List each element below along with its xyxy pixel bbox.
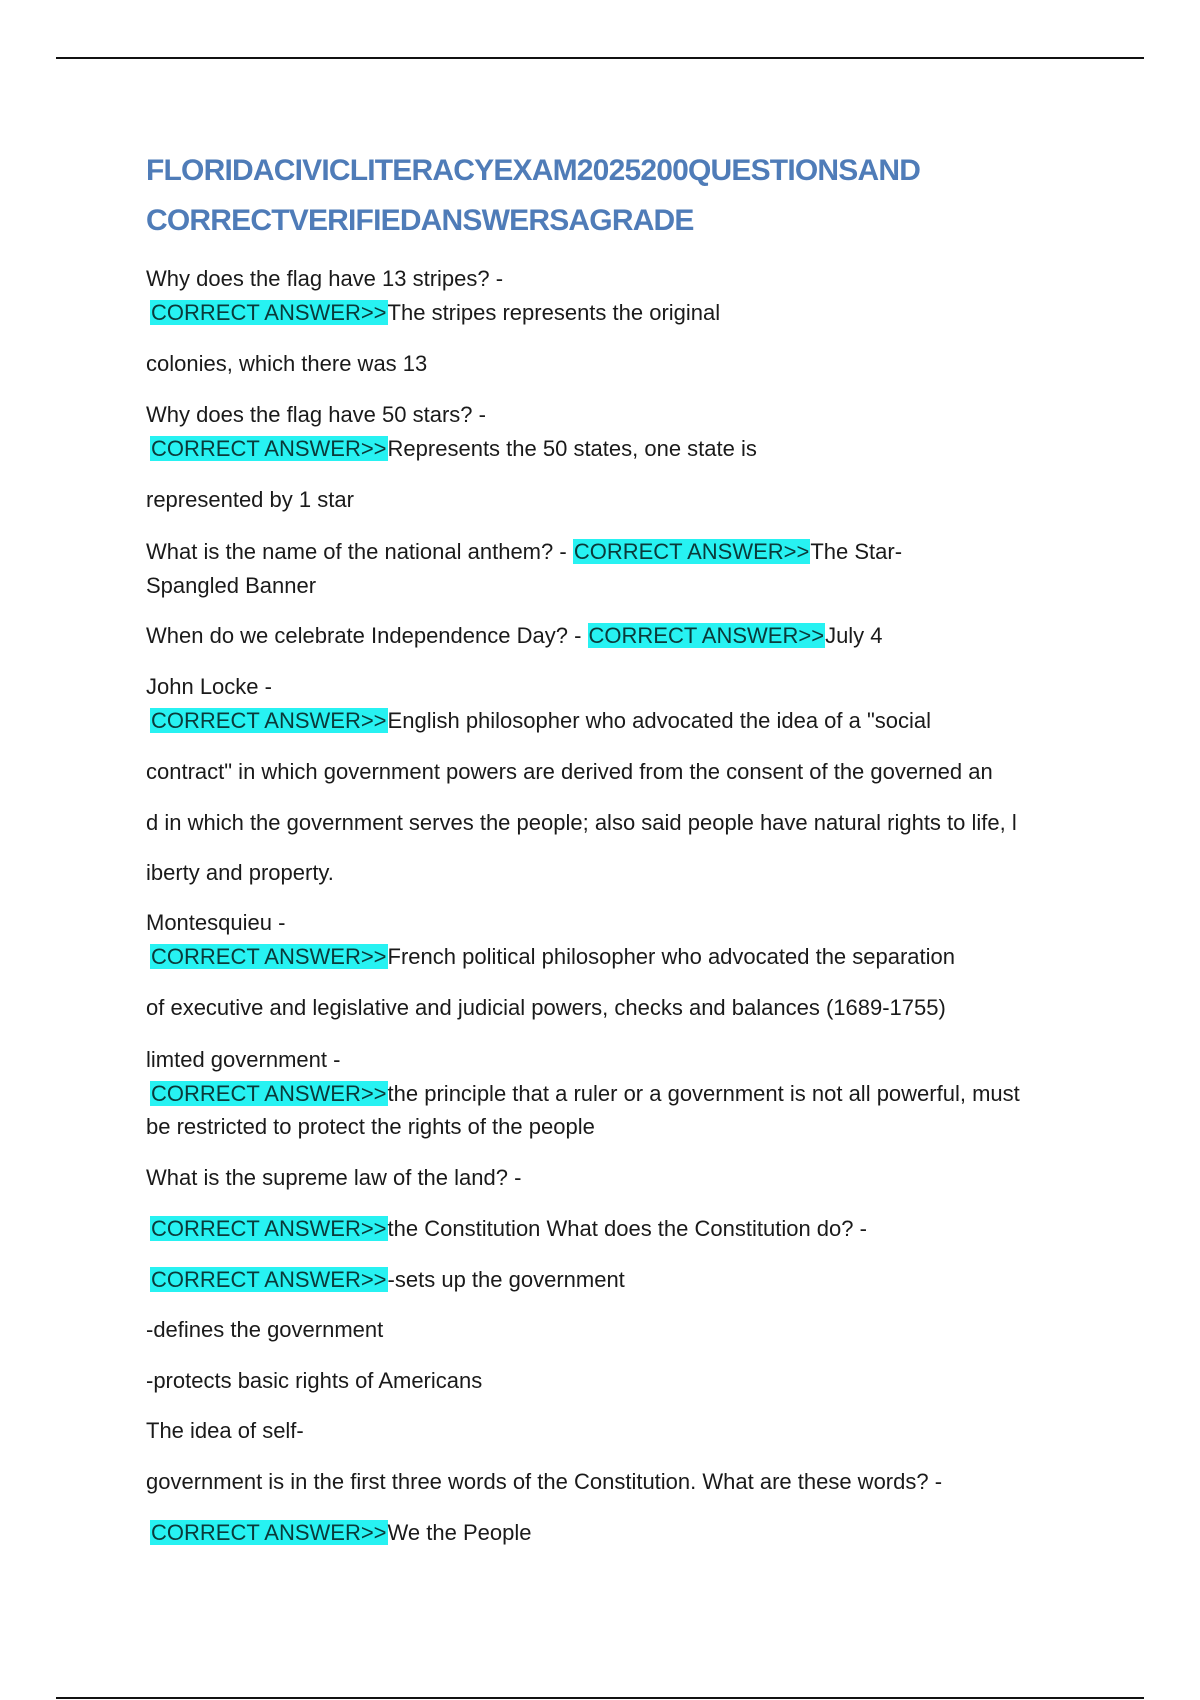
answer-limited-government: CORRECT ANSWER>>the principle that a ruler or a government is not all powerful, must	[151, 1081, 1020, 1106]
question-flag-stars: Why does the flag have 50 stars? -	[146, 402, 486, 427]
answer-continued: of executive and legislative and judicial powers, checks and balances (1689-1755)	[146, 995, 946, 1020]
correct-answer-marker: CORRECT ANSWER>>	[151, 1216, 387, 1241]
title-line-1: FLORIDACIVICLITERACYEXAM2025200QUESTIONSAND	[146, 154, 921, 187]
answer-continued: Spangled Banner	[146, 573, 317, 598]
question-continued: government is in the first three words of the Constitution. What are these words? -	[146, 1469, 943, 1494]
answer-supreme-law: CORRECT ANSWER>>the Constitution What does the Constitution do? -	[151, 1216, 867, 1241]
answer-continued: iberty and property.	[146, 860, 334, 885]
correct-answer-marker: CORRECT ANSWER>>	[151, 436, 387, 461]
answer-continued: colonies, which there was 13	[146, 351, 428, 376]
correct-answer-marker: CORRECT ANSWER>>	[151, 1267, 387, 1292]
question-montesquieu: Montesquieu -	[146, 910, 286, 935]
question-limited-government: limted government -	[146, 1047, 341, 1072]
question-john-locke: John Locke -	[146, 674, 272, 699]
title-line-2: CORRECTVERIFIEDANSWERSAGRADE	[146, 204, 694, 237]
correct-answer-marker: CORRECT ANSWER>>	[573, 539, 810, 564]
answer-continued: -protects basic rights of Americans	[146, 1368, 483, 1393]
question-independence-day: When do we celebrate Independence Day? - CORRECT ANSWER>>July 4	[146, 623, 883, 648]
correct-answer-marker: CORRECT ANSWER>>	[151, 1081, 387, 1106]
question-self-government: The idea of self-	[146, 1418, 304, 1443]
bottom-rule	[56, 1697, 1144, 1699]
answer-constitution-does: CORRECT ANSWER>>-sets up the government	[151, 1267, 625, 1292]
answer-continued: be restricted to protect the rights of the people	[146, 1114, 595, 1139]
question-national-anthem: What is the name of the national anthem? - CORRECT ANSWER>>The Star-	[146, 539, 903, 564]
question-supreme-law: What is the supreme law of the land? -	[146, 1165, 522, 1190]
answer-flag-stripes: CORRECT ANSWER>>The stripes represents the original	[151, 300, 721, 325]
answer-flag-stars: CORRECT ANSWER>>Represents the 50 states, one state is	[151, 436, 757, 461]
correct-answer-marker: CORRECT ANSWER>>	[151, 300, 387, 325]
document-title	[146, 146, 1106, 246]
question-flag-stripes: Why does the flag have 13 stripes? -	[146, 266, 504, 291]
top-rule	[56, 57, 1144, 59]
answer-montesquieu: CORRECT ANSWER>>French political philosopher who advocated the separation	[151, 944, 956, 969]
answer-john-locke: CORRECT ANSWER>>English philosopher who advocated the idea of a "social	[151, 708, 932, 733]
correct-answer-marker: CORRECT ANSWER>>	[588, 623, 825, 648]
answer-continued: contract" in which government powers are derived from the consent of the governed an	[146, 759, 993, 784]
answer-continued: d in which the government serves the people; also said people have natural rights to life, l	[146, 810, 1017, 835]
correct-answer-marker: CORRECT ANSWER>>	[151, 944, 387, 969]
answer-continued: represented by 1 star	[146, 487, 354, 512]
answer-continued: -defines the government	[146, 1317, 384, 1342]
answer-self-government: CORRECT ANSWER>>We the People	[151, 1520, 532, 1545]
correct-answer-marker: CORRECT ANSWER>>	[151, 708, 387, 733]
correct-answer-marker: CORRECT ANSWER>>	[151, 1520, 387, 1545]
